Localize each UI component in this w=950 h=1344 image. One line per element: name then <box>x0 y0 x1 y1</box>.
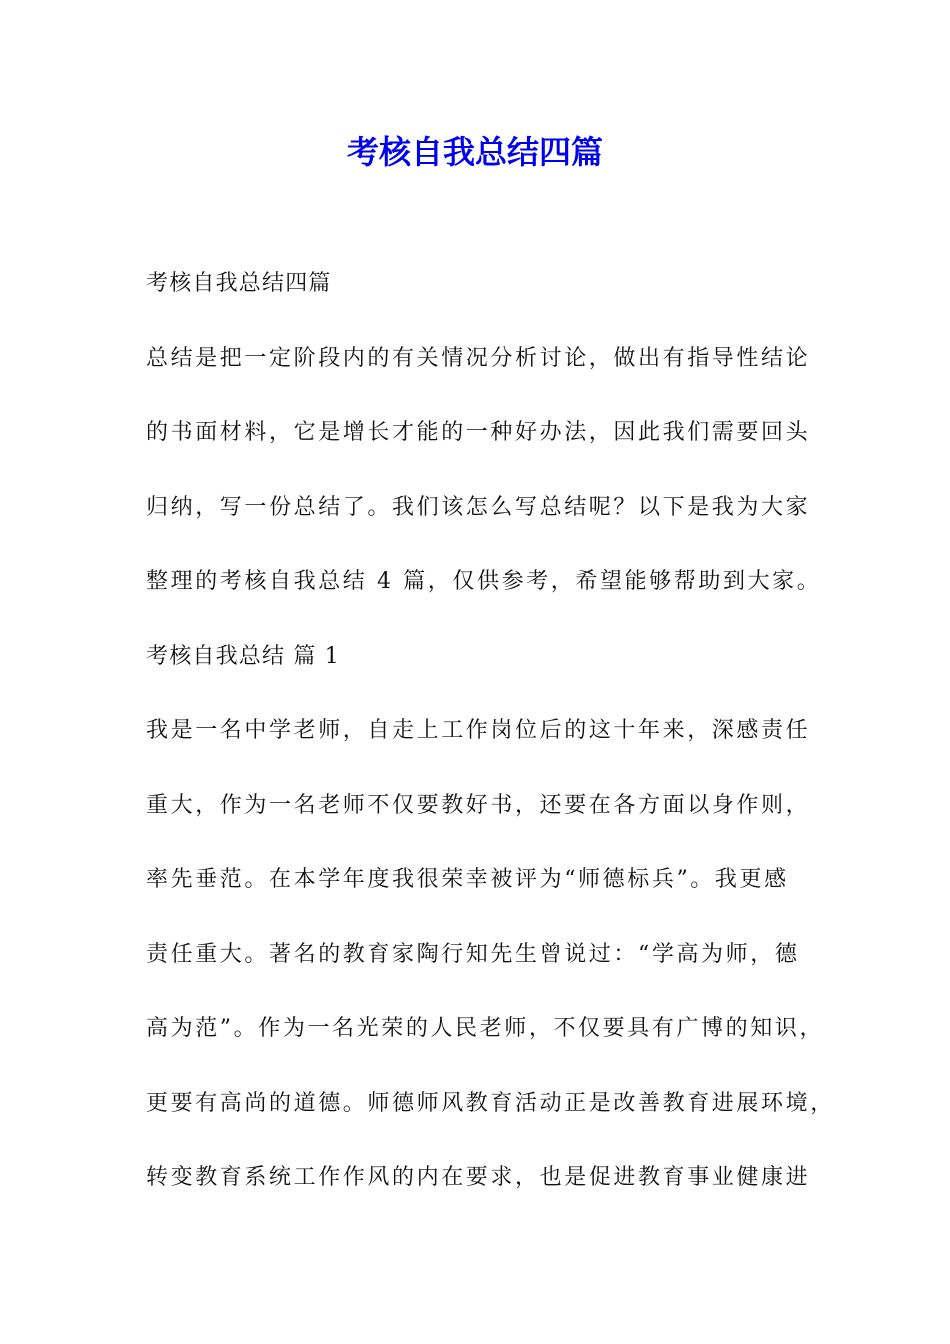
paragraph-line: 的书面材料，它是增长才能的一种好办法，因此我们需要回头 <box>146 420 811 445</box>
subtitle-line: 考核自我总结四篇 <box>146 271 332 296</box>
paragraph-line: 责任重大。著名的教育家陶行知先生曾说过：“学高为师，德 <box>146 941 800 967</box>
paragraph-line: 重大，作为一名老师不仅要教好书，还要在各方面以身作则， <box>146 792 811 818</box>
paragraph-line: 率先垂范。在本学年度我很荣幸被评为“师德标兵”。我更感 <box>146 867 789 892</box>
paragraph-line: 我是一名中学老师，自走上工作岗位后的这十年来，深感责任 <box>146 718 811 743</box>
section-heading: 考核自我总结 篇 1 <box>146 643 340 669</box>
paragraph-line: 归纳，写一份总结了。我们该怎么写总结呢？以下是我为大家 <box>146 494 811 520</box>
paragraph-line: 整理的考核自我总结 4 篇，仅供参考，希望能够帮助到大家。 <box>146 569 822 594</box>
document-body <box>146 262 835 1231</box>
paragraph-line: 转变教育系统工作作风的内在要求，也是促进教育事业健康进 <box>146 1165 811 1190</box>
paragraph-line: 总结是把一定阶段内的有关情况分析讨论，做出有指导性结论 <box>146 345 811 371</box>
paragraph-line: 高为范”。作为一名光荣的人民老师，不仅要具有广博的知识， <box>146 1016 825 1041</box>
document-title: 考核自我总结四篇 <box>346 133 603 171</box>
paragraph-line: 更要有高尚的道德。师德师风教育活动正是改善教育进展环境， <box>146 1090 835 1116</box>
